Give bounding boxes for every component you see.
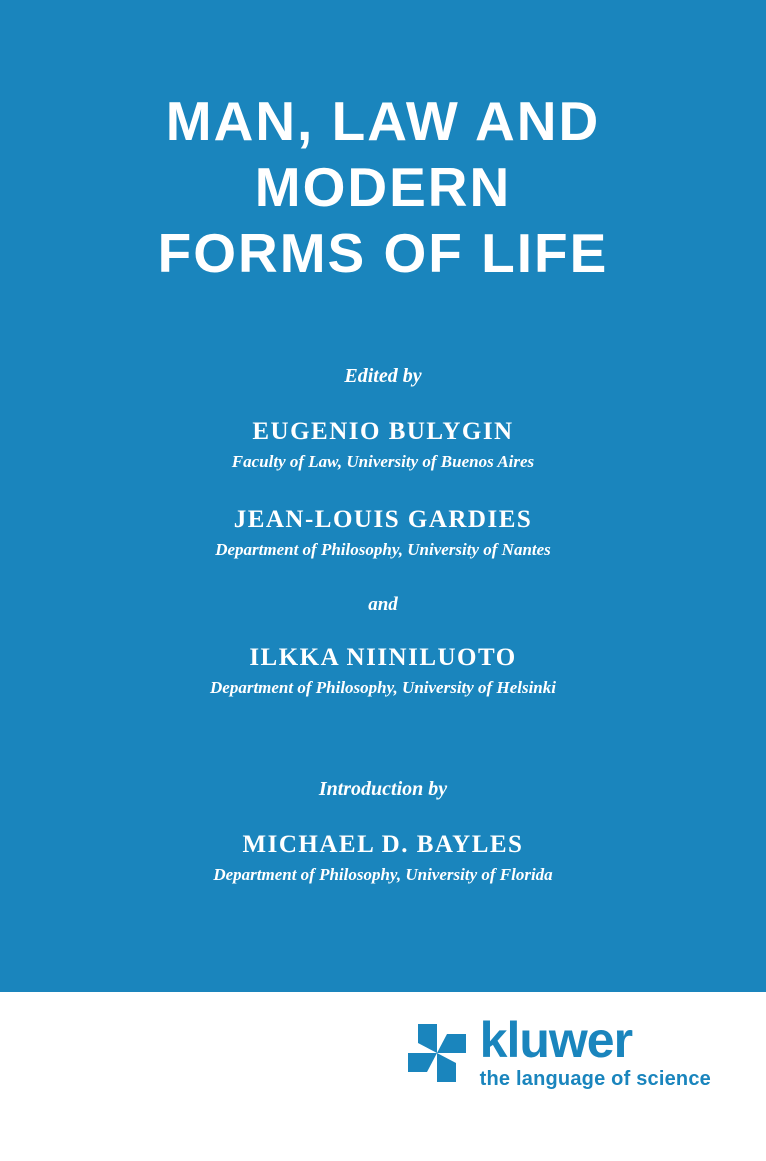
introduction-author-name: MICHAEL D. BAYLES bbox=[242, 831, 524, 858]
editor-name: ILKKA NIINILUOTO bbox=[249, 644, 517, 671]
title-line-2: MODERN bbox=[254, 156, 512, 218]
editor-affiliation: Department of Philosophy, University of Nantes bbox=[215, 540, 551, 559]
kluwer-logo bbox=[406, 1014, 711, 1092]
kluwer-pinwheel-icon bbox=[406, 1022, 468, 1084]
introduction-author-affiliation: Department of Philosophy, University of Florida bbox=[213, 865, 553, 884]
introduction-block bbox=[0, 778, 766, 919]
editor-affiliation: Department of Philosophy, University of Helsinki bbox=[210, 678, 556, 697]
editor-affiliation: Faculty of Law, University of Buenos Aires bbox=[231, 452, 535, 471]
book-title bbox=[0, 88, 766, 286]
title-line-1: MAN, LAW AND bbox=[165, 90, 601, 152]
introduction-by-label: Introduction by bbox=[318, 778, 448, 800]
editor-name: JEAN-LOUIS GARDIES bbox=[233, 506, 533, 533]
editor-conjunction: and bbox=[368, 594, 398, 615]
publisher-block bbox=[0, 1002, 766, 1161]
edited-by-label: Edited by bbox=[344, 365, 422, 387]
editor-list bbox=[0, 418, 766, 732]
publisher-name: kluwer bbox=[479, 1012, 633, 1068]
editor-name: EUGENIO BULYGIN bbox=[252, 418, 514, 445]
kluwer-logo-text bbox=[480, 1014, 711, 1092]
publisher-tagline: the language of science bbox=[479, 1068, 711, 1090]
cover-divider bbox=[0, 992, 766, 1002]
title-line-3: FORMS OF LIFE bbox=[157, 222, 609, 284]
